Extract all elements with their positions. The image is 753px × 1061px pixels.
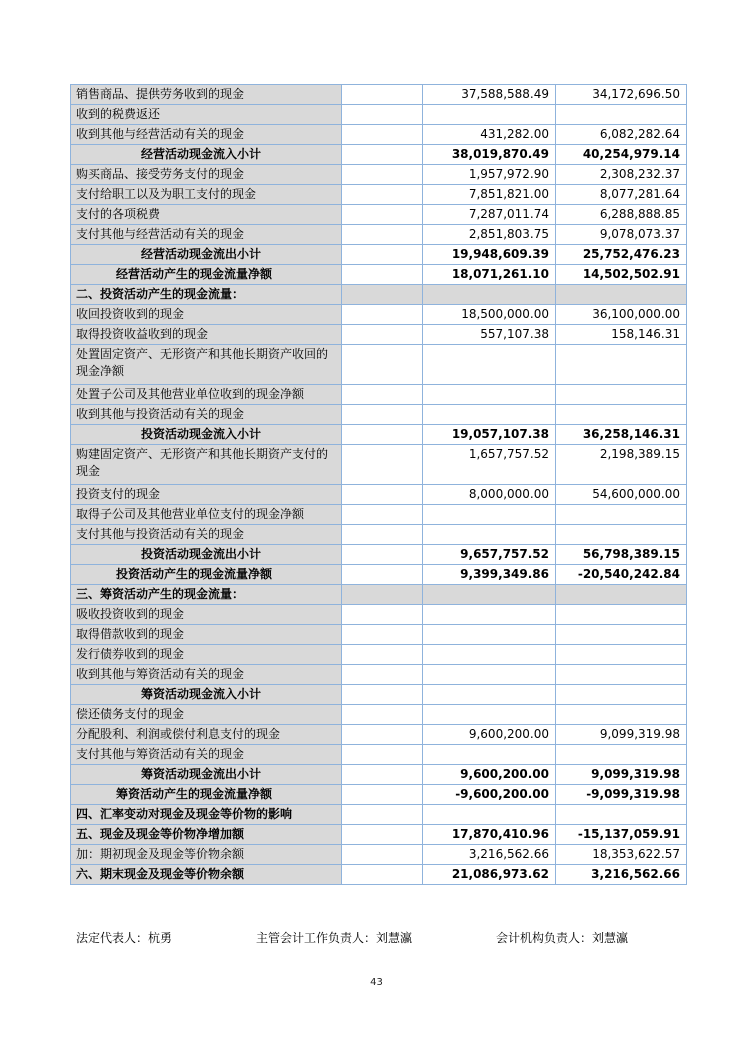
row-label: 销售商品、提供劳务收到的现金 — [71, 85, 342, 105]
prior-period-amount: 25,752,476.23 — [556, 245, 687, 265]
note-cell — [342, 385, 423, 405]
current-period-amount — [423, 505, 556, 525]
current-period-amount: 19,948,609.39 — [423, 245, 556, 265]
prior-period-amount: 6,082,282.64 — [556, 125, 687, 145]
current-period-amount: 37,588,588.49 — [423, 85, 556, 105]
prior-period-amount: 18,353,622.57 — [556, 845, 687, 865]
row-label: 二、投资活动产生的现金流量： — [71, 285, 342, 305]
row-label: 投资支付的现金 — [71, 485, 342, 505]
prior-period-amount: -9,099,319.98 — [556, 785, 687, 805]
table-row — [71, 325, 687, 345]
prior-period-amount — [556, 805, 687, 825]
table-row — [71, 585, 687, 605]
table-row — [71, 665, 687, 685]
table-row — [71, 785, 687, 805]
row-label: 六、期末现金及现金等价物余额 — [71, 865, 342, 885]
current-period-amount: -9,600,200.00 — [423, 785, 556, 805]
row-label: 经营活动现金流出小计 — [71, 245, 342, 265]
table-row — [71, 145, 687, 165]
prior-period-amount — [556, 385, 687, 405]
table-row — [71, 425, 687, 445]
table-row — [71, 205, 687, 225]
prior-period-amount: 34,172,696.50 — [556, 85, 687, 105]
signature-line — [76, 929, 676, 946]
table-row — [71, 225, 687, 245]
row-label: 支付其他与筹资活动有关的现金 — [71, 745, 342, 765]
prior-period-amount: 9,099,319.98 — [556, 725, 687, 745]
row-label: 收回投资收到的现金 — [71, 305, 342, 325]
table-row — [71, 485, 687, 505]
row-label: 三、筹资活动产生的现金流量： — [71, 585, 342, 605]
prior-period-amount: 9,078,073.37 — [556, 225, 687, 245]
table-row — [71, 725, 687, 745]
note-cell — [342, 405, 423, 425]
table-row — [71, 685, 687, 705]
current-period-amount: 18,071,261.10 — [423, 265, 556, 285]
row-label: 处置子公司及其他营业单位收到的现金净额 — [71, 385, 342, 405]
table-row — [71, 405, 687, 425]
note-cell — [342, 145, 423, 165]
prior-period-amount: 14,502,502.91 — [556, 265, 687, 285]
note-cell — [342, 165, 423, 185]
table-row — [71, 165, 687, 185]
row-label: 筹资活动现金流出小计 — [71, 765, 342, 785]
prior-period-amount — [556, 105, 687, 125]
current-period-amount: 557,107.38 — [423, 325, 556, 345]
table-row — [71, 805, 687, 825]
table-row — [71, 245, 687, 265]
note-cell — [342, 245, 423, 265]
current-period-amount — [423, 525, 556, 545]
row-label: 支付的各项税费 — [71, 205, 342, 225]
row-label: 取得投资收益收到的现金 — [71, 325, 342, 345]
current-period-amount: 21,086,973.62 — [423, 865, 556, 885]
table-row — [71, 445, 687, 485]
note-cell — [342, 705, 423, 725]
current-period-amount: 7,851,821.00 — [423, 185, 556, 205]
current-period-amount: 9,657,757.52 — [423, 545, 556, 565]
row-label: 取得子公司及其他营业单位支付的现金净额 — [71, 505, 342, 525]
note-cell — [342, 685, 423, 705]
current-period-amount — [423, 665, 556, 685]
row-label: 筹资活动现金流入小计 — [71, 685, 342, 705]
table-row — [71, 745, 687, 765]
note-cell — [342, 565, 423, 585]
table-row — [71, 525, 687, 545]
row-label: 筹资活动产生的现金流量净额 — [71, 785, 342, 805]
note-cell — [342, 665, 423, 685]
cash-flow-table-body — [71, 85, 687, 885]
current-period-amount: 3,216,562.66 — [423, 845, 556, 865]
table-row — [71, 385, 687, 405]
table-row — [71, 765, 687, 785]
table-row — [71, 865, 687, 885]
note-cell — [342, 805, 423, 825]
prior-period-amount: 6,288,888.85 — [556, 205, 687, 225]
note-cell — [342, 785, 423, 805]
current-period-amount — [423, 805, 556, 825]
row-label: 偿还债务支付的现金 — [71, 705, 342, 725]
row-label: 吸收投资收到的现金 — [71, 605, 342, 625]
table-row — [71, 605, 687, 625]
note-cell — [342, 585, 423, 605]
table-row — [71, 565, 687, 585]
current-period-amount — [423, 385, 556, 405]
current-period-amount — [423, 405, 556, 425]
current-period-amount: 431,282.00 — [423, 125, 556, 145]
current-period-amount: 1,957,972.90 — [423, 165, 556, 185]
current-period-amount: 1,657,757.52 — [423, 445, 556, 485]
note-cell — [342, 825, 423, 845]
note-cell — [342, 325, 423, 345]
accounting-dept-head: 会计机构负责人：刘慧瀛 — [496, 931, 629, 945]
note-cell — [342, 725, 423, 745]
current-period-amount: 2,851,803.75 — [423, 225, 556, 245]
current-period-amount — [423, 285, 556, 305]
note-cell — [342, 525, 423, 545]
table-row — [71, 85, 687, 105]
current-period-amount — [423, 745, 556, 765]
table-row — [71, 705, 687, 725]
row-label: 投资活动现金流入小计 — [71, 425, 342, 445]
prior-period-amount: 2,308,232.37 — [556, 165, 687, 185]
note-cell — [342, 345, 423, 385]
row-label: 经营活动现金流入小计 — [71, 145, 342, 165]
prior-period-amount — [556, 405, 687, 425]
prior-period-amount: 54,600,000.00 — [556, 485, 687, 505]
row-label: 支付给职工以及为职工支付的现金 — [71, 185, 342, 205]
note-cell — [342, 185, 423, 205]
prior-period-amount: -15,137,059.91 — [556, 825, 687, 845]
prior-period-amount — [556, 745, 687, 765]
table-row — [71, 265, 687, 285]
current-period-amount — [423, 605, 556, 625]
row-label: 发行债券收到的现金 — [71, 645, 342, 665]
prior-period-amount: 36,258,146.31 — [556, 425, 687, 445]
current-period-amount: 9,600,200.00 — [423, 765, 556, 785]
row-label: 四、汇率变动对现金及现金等价物的影响 — [71, 805, 342, 825]
current-period-amount: 38,019,870.49 — [423, 145, 556, 165]
row-label: 收到的税费返还 — [71, 105, 342, 125]
row-label: 处置固定资产、无形资产和其他长期资产收回的现金净额 — [71, 345, 342, 385]
row-label: 投资活动产生的现金流量净额 — [71, 565, 342, 585]
current-period-amount — [423, 625, 556, 645]
prior-period-amount — [556, 685, 687, 705]
current-period-amount: 9,399,349.86 — [423, 565, 556, 585]
note-cell — [342, 865, 423, 885]
note-cell — [342, 845, 423, 865]
current-period-amount — [423, 685, 556, 705]
prior-period-amount: 36,100,000.00 — [556, 305, 687, 325]
prior-period-amount — [556, 645, 687, 665]
table-row — [71, 305, 687, 325]
note-cell — [342, 425, 423, 445]
note-cell — [342, 105, 423, 125]
accounting-head: 主管会计工作负责人：刘慧瀛 — [256, 931, 413, 945]
prior-period-amount — [556, 625, 687, 645]
prior-period-amount — [556, 345, 687, 385]
row-label: 经营活动产生的现金流量净额 — [71, 265, 342, 285]
table-row — [71, 125, 687, 145]
current-period-amount: 17,870,410.96 — [423, 825, 556, 845]
row-label: 分配股利、利润或偿付利息支付的现金 — [71, 725, 342, 745]
note-cell — [342, 745, 423, 765]
current-period-amount: 8,000,000.00 — [423, 485, 556, 505]
prior-period-amount — [556, 505, 687, 525]
prior-period-amount — [556, 705, 687, 725]
prior-period-amount: 40,254,979.14 — [556, 145, 687, 165]
row-label: 加：期初现金及现金等价物余额 — [71, 845, 342, 865]
note-cell — [342, 625, 423, 645]
row-label: 投资活动现金流出小计 — [71, 545, 342, 565]
cash-flow-table-container — [70, 84, 687, 885]
note-cell — [342, 85, 423, 105]
note-cell — [342, 305, 423, 325]
prior-period-amount — [556, 585, 687, 605]
prior-period-amount: 56,798,389.15 — [556, 545, 687, 565]
legal-representative: 法定代表人：杭勇 — [76, 931, 173, 945]
note-cell — [342, 645, 423, 665]
current-period-amount: 19,057,107.38 — [423, 425, 556, 445]
prior-period-amount: -20,540,242.84 — [556, 565, 687, 585]
row-label: 收到其他与投资活动有关的现金 — [71, 405, 342, 425]
prior-period-amount: 2,198,389.15 — [556, 445, 687, 485]
row-label: 取得借款收到的现金 — [71, 625, 342, 645]
note-cell — [342, 485, 423, 505]
current-period-amount: 9,600,200.00 — [423, 725, 556, 745]
table-row — [71, 285, 687, 305]
note-cell — [342, 125, 423, 145]
prior-period-amount — [556, 665, 687, 685]
row-label: 五、现金及现金等价物净增加额 — [71, 825, 342, 845]
current-period-amount — [423, 705, 556, 725]
note-cell — [342, 605, 423, 625]
row-label: 收到其他与经营活动有关的现金 — [71, 125, 342, 145]
note-cell — [342, 545, 423, 565]
table-row — [71, 845, 687, 865]
prior-period-amount: 9,099,319.98 — [556, 765, 687, 785]
table-row — [71, 185, 687, 205]
cash-flow-table — [70, 84, 687, 885]
table-row — [71, 645, 687, 665]
note-cell — [342, 225, 423, 245]
current-period-amount — [423, 345, 556, 385]
prior-period-amount — [556, 525, 687, 545]
prior-period-amount: 158,146.31 — [556, 325, 687, 345]
current-period-amount — [423, 585, 556, 605]
row-label: 支付其他与投资活动有关的现金 — [71, 525, 342, 545]
prior-period-amount: 8,077,281.64 — [556, 185, 687, 205]
prior-period-amount: 3,216,562.66 — [556, 865, 687, 885]
row-label: 收到其他与筹资活动有关的现金 — [71, 665, 342, 685]
note-cell — [342, 765, 423, 785]
note-cell — [342, 285, 423, 305]
current-period-amount: 7,287,011.74 — [423, 205, 556, 225]
page-number: 43 — [370, 977, 383, 988]
table-row — [71, 345, 687, 385]
prior-period-amount — [556, 285, 687, 305]
note-cell — [342, 205, 423, 225]
table-row — [71, 825, 687, 845]
current-period-amount — [423, 105, 556, 125]
row-label: 支付其他与经营活动有关的现金 — [71, 225, 342, 245]
table-row — [71, 505, 687, 525]
current-period-amount: 18,500,000.00 — [423, 305, 556, 325]
row-label: 购买商品、接受劳务支付的现金 — [71, 165, 342, 185]
note-cell — [342, 505, 423, 525]
prior-period-amount — [556, 605, 687, 625]
row-label: 购建固定资产、无形资产和其他长期资产支付的现金 — [71, 445, 342, 485]
table-row — [71, 625, 687, 645]
current-period-amount — [423, 645, 556, 665]
note-cell — [342, 445, 423, 485]
note-cell — [342, 265, 423, 285]
table-row — [71, 105, 687, 125]
table-row — [71, 545, 687, 565]
